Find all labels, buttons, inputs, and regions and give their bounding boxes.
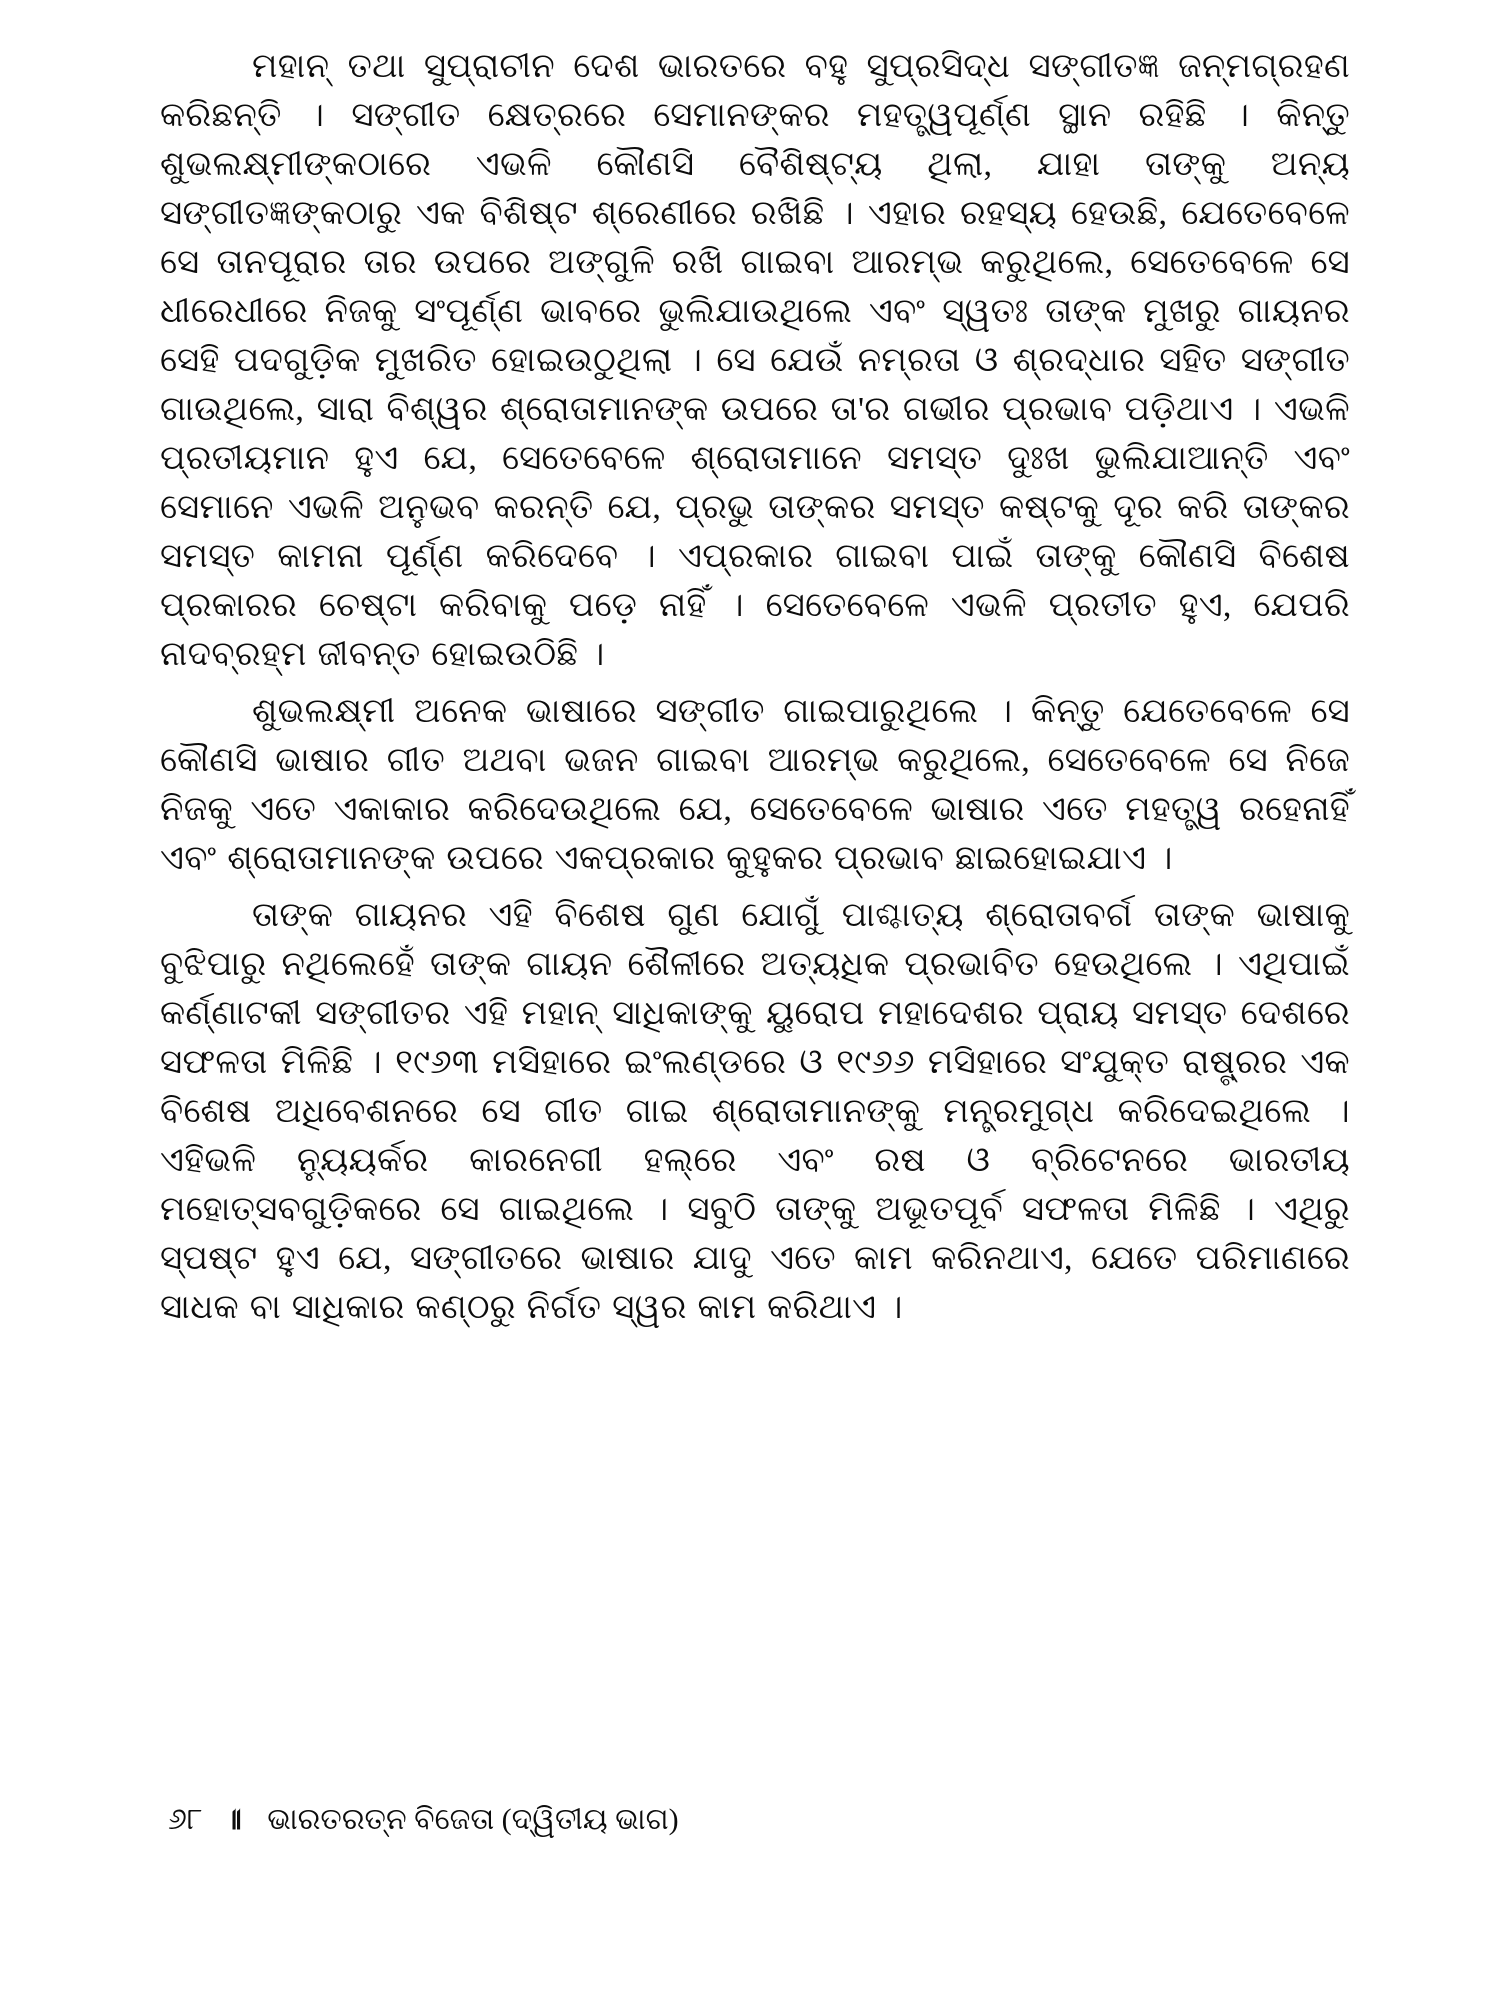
book-title: ଭାରତରତ୍ନ ବିଜେତା (ଦ୍ୱିତୀୟ ଭାଗ): [267, 1803, 679, 1836]
paragraph-1: ମହାନ୍ ତଥା ସୁପ୍ରାଚୀନ ଦେଶ ଭାରତରେ ବହୁ ସୁପ୍ରସିଦ୍ଧ ସଙ୍ଗୀତଜ୍ଞ ଜନ୍ମଗ୍ରହଣ କରିଛନ୍ତି । ସଙ୍ଗୀତ କ୍ଷେତ୍ରରେ ସେମାନଙ୍କର ମହତ୍ତ୍ୱପୂର୍ଣ୍ଣ ସ୍ଥାନ ରହିଛି । କିନ୍ତୁ ଶୁଭଲକ୍ଷ୍ମୀଙ୍କଠାରେ ଏଭଳି କୌଣସି ବୈଶିଷ୍ଟ୍ୟ ଥିଲା, ଯାହା ତାଙ୍କୁ ଅନ୍ୟ ସଙ୍ଗୀତଜ୍ଞଙ୍କଠାରୁ ଏକ ବିଶିଷ୍ଟ ଶ୍ରେଣୀରେ ରଖିଛି । ଏହାର ରହସ୍ୟ ହେଉଛି, ଯେତେବେଳେ ସେ ତାନପୂରାର ତାର ଉପରେ ଅଙ୍ଗୁଳି ରଖି ଗାଇବା ଆରମ୍ଭ କରୁଥିଲେ, ସେତେବେଳେ ସେ ଧୀରେଧୀରେ ନିଜକୁ ସଂପୂର୍ଣ୍ଣ ଭାବରେ ଭୁଲିଯାଉଥିଲେ ଏବଂ ସ୍ୱତଃ ତାଙ୍କ ମୁଖରୁ ଗାୟନର ସେହି ପଦଗୁଡ଼ିକ ମୁଖରିତ ହୋଇଉଠୁଥିଲା । ସେ ଯେଉଁ ନମ୍ରତା ଓ ଶ୍ରଦ୍ଧାର ସହିତ ସଙ୍ଗୀତ ଗାଉଥିଲେ, ସାରା ବିଶ୍ୱର ଶ୍ରୋତାମାନଙ୍କ ଉପରେ ତା'ର ଗଭୀର ପ୍ରଭାବ ପଡ଼ିଥାଏ । ଏଭଳି ପ୍ରତୀୟମାନ ହୁଏ ଯେ, ସେତେବେଳେ ଶ୍ରୋତାମାନେ ସମସ୍ତ ଦୁଃଖ ଭୁଲିଯାଆନ୍ତି ଏବଂ ସେମାନେ ଏଭଳି ଅନୁଭବ କରନ୍ତି ଯେ, ପ୍ରଭୁ ତାଙ୍କର ସମସ୍ତ କଷ୍ଟକୁ ଦୂର କରି ତାଙ୍କର ସମସ୍ତ କାମନା ପୂର୍ଣ୍ଣ କରିଦେବେ । ଏପ୍ରକାର ଗାଇବା ପାଇଁ ତାଙ୍କୁ କୌଣସି ବିଶେଷ ପ୍ରକାରର ଚେଷ୍ଟା କରିବାକୁ ପଡ଼େ ନାହିଁ । ସେତେବେଳେ ଏଭଳି ପ୍ରତୀତ ହୁଏ, ଯେପରି ନାଦବ୍ରହ୍ମ ଜୀବନ୍ତ ହୋଇଉଠିଛି ।: [160, 48, 1350, 673]
footer-separator: ॥: [224, 1803, 242, 1836]
body-text: [160, 42, 1350, 1332]
paragraph-2: ଶୁଭଲକ୍ଷ୍ମୀ ଅନେକ ଭାଷାରେ ସଙ୍ଗୀତ ଗାଇପାରୁଥିଲେ । କିନ୍ତୁ ଯେତେବେଳେ ସେ କୌଣସି ଭାଷାର ଗୀତ ଅଥବା ଭଜନ ଗାଇବା ଆରମ୍ଭ କରୁଥିଲେ, ସେତେବେଳେ ସେ ନିଜେ ନିଜକୁ ଏତେ ଏକାକାର କରିଦେଉଥିଲେ ଯେ, ସେତେବେଳେ ଭାଷାର ଏତେ ମହତ୍ତ୍ୱ ରହେନାହିଁ ଏବଂ ଶ୍ରୋତାମାନଙ୍କ ଉପରେ ଏକପ୍ରକାର କୁହୁକର ପ୍ରଭାବ ଛାଇହୋଇଯାଏ ।: [160, 693, 1350, 877]
page-number: ୬୮: [168, 1803, 203, 1836]
paragraph-3: ତାଙ୍କ ଗାୟନର ଏହି ବିଶେଷ ଗୁଣ ଯୋଗୁଁ ପାଶ୍ଚାତ୍ୟ ଶ୍ରୋତାବର୍ଗ ତାଙ୍କ ଭାଷାକୁ ବୁଝିପାରୁ ନଥିଲେହେଁ ତାଙ୍କ ଗାୟନ ଶୈଳୀରେ ଅତ୍ୟଧିକ ପ୍ରଭାବିତ ହେଉଥିଲେ । ଏଥିପାଇଁ କର୍ଣ୍ଣାଟକୀ ସଙ୍ଗୀତର ଏହି ମହାନ୍ ସାଧିକାଙ୍କୁ ୟୁରୋପ ମହାଦେଶର ପ୍ରାୟ ସମସ୍ତ ଦେଶରେ ସଫଳତା ମିଳିଛି । ୧୯୬୩ ମସିହାରେ ଇଂଲଣ୍ଡରେ ଓ ୧୯୬୬ ମସିହାରେ ସଂଯୁକ୍ତ ରାଷ୍ଟ୍ରର ଏକ ବିଶେଷ ଅଧିବେଶନରେ ସେ ଗୀତ ଗାଇ ଶ୍ରୋତାମାନଙ୍କୁ ମନ୍ତ୍ରମୁଗ୍ଧ କରିଦେଇଥିଲେ । ଏହିଭଳି ନ୍ୟୁୟର୍କର କାରନେଗୀ ହଲ୍‌ରେ ଏବଂ ରଷ ଓ ବ୍ରିଟେନରେ ଭାରତୀୟ ମହୋତ୍ସବଗୁଡ଼ିକରେ ସେ ଗାଇଥିଲେ । ସବୁଠି ତାଙ୍କୁ ଅଭୂତପୂର୍ବ ସଫଳତା ମିଳିଛି । ଏଥିରୁ ସ୍ପଷ୍ଟ ହୁଏ ଯେ, ସଙ୍ଗୀତରେ ଭାଷାର ଯାଦୁ ଏତେ କାମ କରିନଥାଏ, ଯେତେ ପରିମାଣରେ ସାଧକ ବା ସାଧିକାର କଣ୍ଠରୁ ନିର୍ଗତ ସ୍ୱର କାମ କରିଥାଏ ।: [160, 897, 1350, 1326]
page-footer: [168, 1800, 1358, 1840]
